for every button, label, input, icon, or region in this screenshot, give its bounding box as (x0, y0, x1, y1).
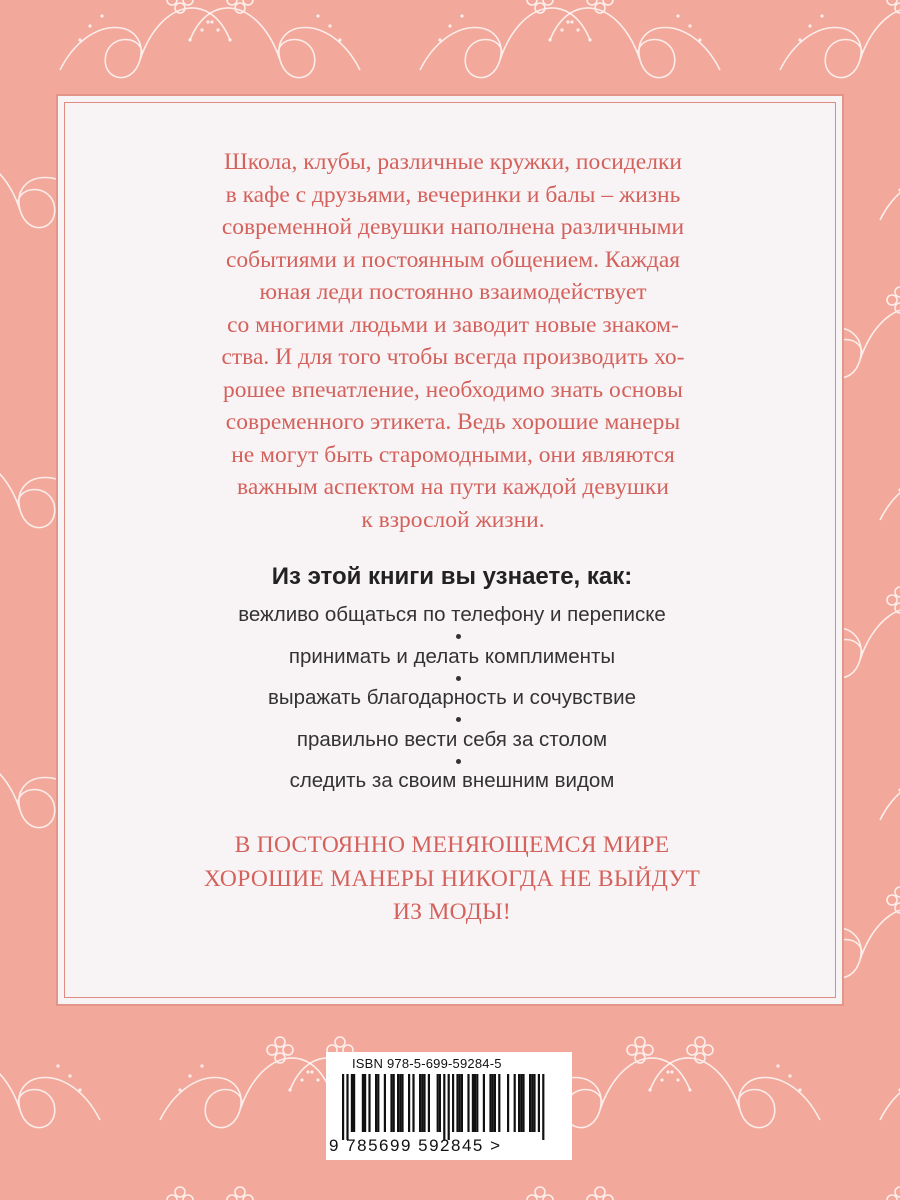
isbn-number: ISBN 978-5-699-59284-5 (352, 1056, 502, 1071)
list-item (58, 598, 846, 640)
intro-line: ства. И для того чтобы всегда производить хо- (221, 344, 685, 370)
list-item-text: принимать и делать комплименты (288, 644, 616, 668)
list-item (58, 681, 846, 723)
intro-line: юная леди постоянно взаимодействует (259, 279, 647, 305)
list-item (58, 640, 846, 682)
bullet-dot-icon (456, 634, 461, 639)
list-item-text: вежливо общаться по телефону и переписке (238, 603, 666, 626)
intro-line: важным аспектом на пути каждой девушки (237, 474, 669, 500)
list-item-text: следить за своим внешним видом (289, 769, 615, 792)
list-item (58, 764, 846, 806)
bullet-dot-icon (456, 759, 461, 764)
list-item (58, 723, 846, 765)
intro-line: в кафе с друзьями, вечеринки и балы – жизнь (225, 181, 681, 208)
closing-line: ХОРОШИЕ МАНЕРЫ НИКОГДА НЕ ВЫЙДУТ (203, 865, 701, 892)
list-item-text: правильно вести себя за столом (296, 727, 608, 751)
bullet-dot-icon (456, 676, 461, 681)
closing-line: ИЗ МОДЫ! (392, 899, 512, 925)
learn-list (58, 598, 846, 806)
isbn-barcode (326, 1052, 572, 1160)
intro-line: рошее впечатление, необходимо знать основы (223, 376, 683, 403)
closing-line: В ПОСТОЯННО МЕНЯЮЩЕМСЯ МИРЕ (234, 832, 670, 858)
intro-line: к взрослой жизни. (361, 506, 545, 533)
intro-line: со многими людьми и заводит новые знаком- (227, 311, 679, 338)
intro-paragraph (118, 146, 788, 536)
list-item-text: выражать благодарность и сочувствие (267, 686, 637, 709)
barcode-icon (342, 1074, 556, 1140)
intro-line: современного этикета. Ведь хорошие манеры (225, 409, 681, 435)
intro-line: событиями и постоянным общением. Каждая (225, 246, 681, 273)
intro-line: современной девушки наполнена различными (221, 214, 685, 240)
intro-line: не могут быть старомодными, они являются (231, 441, 675, 468)
closing-slogan (58, 829, 846, 930)
bullet-dot-icon (456, 717, 461, 722)
text-panel (56, 94, 844, 1006)
barcode-digits: 9 785699 592845 > (329, 1136, 502, 1155)
intro-line: Школа, клубы, различные кружки, посиделки (224, 149, 682, 175)
learn-heading: Из этой книги вы узнаете, как: (271, 563, 633, 590)
